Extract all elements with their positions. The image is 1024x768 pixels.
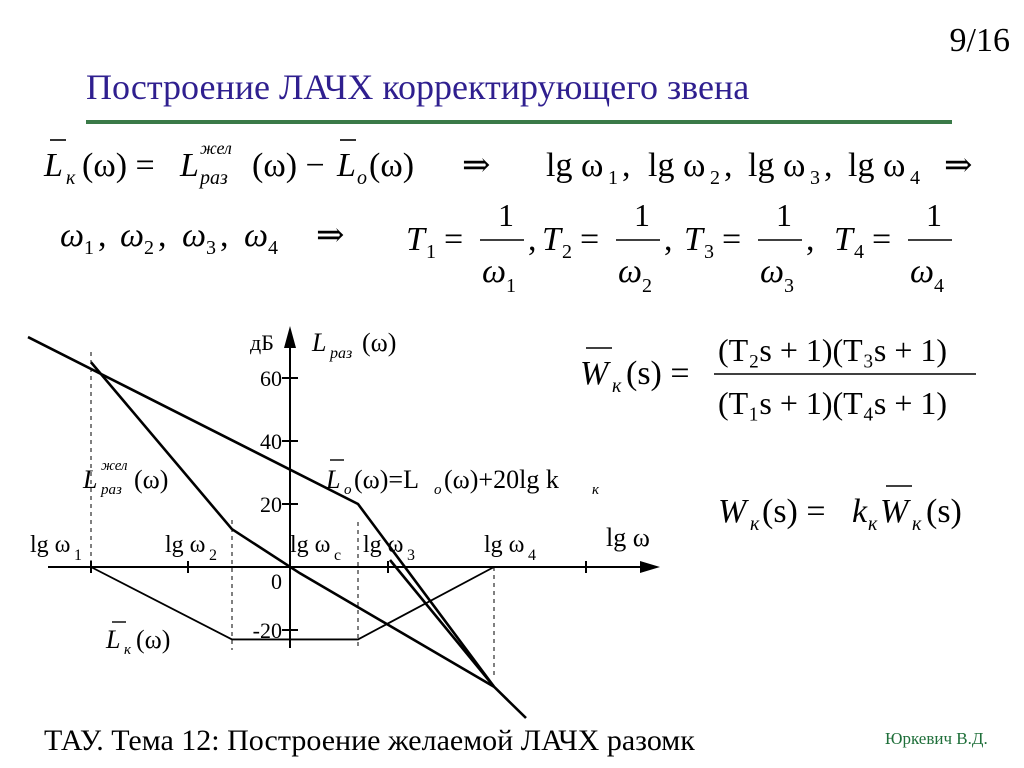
tc-4-symbol: T xyxy=(834,221,853,258)
label-corrector-symbol: L xyxy=(106,625,121,654)
eq-lk-sub: к xyxy=(66,167,76,189)
label-plant-tail: (ω)+20lg k xyxy=(444,465,559,494)
label-plant xyxy=(325,460,600,498)
tc-4-sub: 4 xyxy=(854,241,864,263)
x-tick-sub-1: 1 xyxy=(74,547,82,564)
y-tick-label-20: 20 xyxy=(260,492,282,517)
x-tick-sub-2: 2 xyxy=(209,547,217,564)
eq-lk-arg: (ω) = xyxy=(82,147,155,184)
author-name: Юркевич В.Д. xyxy=(885,729,988,748)
y-function-arg: (ω) xyxy=(362,328,397,357)
x-axis-label: lg ω xyxy=(606,523,650,552)
wk-bar-equation xyxy=(580,332,976,421)
tc-1-numerator: 1 xyxy=(498,197,514,233)
x-tick-label-c: lg ω xyxy=(290,532,331,558)
lg-omega-2-sep: , xyxy=(724,147,733,184)
tc-2-equals: = xyxy=(580,221,600,258)
eq-lk-symbol: L xyxy=(44,147,63,184)
x-tick-sub-4: 4 xyxy=(528,547,536,564)
tc-1-denominator-sub: 1 xyxy=(506,275,516,297)
wk-bar-arg: (s) = xyxy=(626,355,690,392)
tc-4-denominator-sub: 4 xyxy=(934,275,944,297)
omega-3-symbol: ω xyxy=(182,217,207,254)
wk-sub: к xyxy=(750,513,760,535)
page-number: 9/16 xyxy=(949,22,1010,59)
tc-1-denominator: ω xyxy=(482,253,507,290)
lg-omega-3-sub: 3 xyxy=(810,167,820,189)
label-corrector-arg: (ω) xyxy=(136,625,171,654)
omega-2-symbol: ω xyxy=(120,217,145,254)
y-tick-label--20: -20 xyxy=(252,618,282,643)
y-function-sub: раз xyxy=(330,345,353,362)
label-desired xyxy=(82,458,168,498)
bode-chart xyxy=(28,326,660,718)
lg-omega-2-sub: 2 xyxy=(710,167,720,189)
tc-2-denominator-sub: 2 xyxy=(642,275,652,297)
wk-symbol: W xyxy=(718,493,747,530)
omega-1-sep: , xyxy=(98,217,107,254)
omega-3-sub: 3 xyxy=(206,237,216,259)
label-desired-sub: раз xyxy=(101,482,122,498)
x-tick-label-2: lg ω xyxy=(165,532,206,558)
eq-ldes-symbol: L xyxy=(180,147,199,184)
tc-2-denominator: ω xyxy=(618,253,643,290)
lg-omega-4-label: lg ω xyxy=(848,147,906,184)
eq-lo-arg: (ω) xyxy=(369,147,415,184)
plant-lafc-tail xyxy=(494,687,526,718)
tc-4-denominator: ω xyxy=(910,253,935,290)
label-plant-symbol: L xyxy=(326,465,341,494)
x-tick-sub-3: 3 xyxy=(407,547,415,564)
wk-arg: (s) = xyxy=(762,493,826,530)
tc-4-numerator: 1 xyxy=(926,197,942,233)
tc-3-symbol: T xyxy=(684,221,703,258)
lg-omega-3-sep: , xyxy=(824,147,833,184)
time-constants xyxy=(406,197,952,297)
label-plant-sub: o xyxy=(344,482,352,498)
lg-omega-1-sep: , xyxy=(622,147,631,184)
omega-3-sep: , xyxy=(220,217,229,254)
desired-lafc-hf-segment xyxy=(390,560,494,687)
tc-1-symbol: T xyxy=(406,221,425,258)
omega-1-sub: 1 xyxy=(84,237,94,259)
omega-4-symbol: ω xyxy=(244,217,269,254)
slide-title: Построение ЛАЧХ корректирующего звена xyxy=(86,67,750,107)
x-axis-arrow xyxy=(640,561,660,573)
wk-gain: k xyxy=(852,493,868,530)
x-tick-label-1: lg ω xyxy=(30,532,71,558)
tc-3-numerator: 1 xyxy=(776,197,792,233)
label-plant-mid: (ω)=L xyxy=(354,465,419,494)
lg-omega-list xyxy=(546,147,920,189)
wk-w-arg: (s) xyxy=(926,493,962,530)
x-tick-label-4: lg ω xyxy=(484,532,525,558)
tc-1-sub: 1 xyxy=(426,241,436,263)
equation-lk xyxy=(43,138,491,189)
implies-arrow-3: ⇒ xyxy=(316,217,345,254)
implies-arrow-2: ⇒ xyxy=(944,147,973,184)
wk-bar-denominator: (T₁s + 1)(T₄s + 1) xyxy=(718,385,948,421)
eq-ldes-sub: раз xyxy=(200,167,228,189)
label-corrector-sub: к xyxy=(124,642,132,658)
lg-omega-2-label: lg ω xyxy=(648,147,706,184)
label-desired-arg: (ω) xyxy=(134,465,169,494)
wk-gain-sub: к xyxy=(868,513,878,535)
label-corrector xyxy=(105,622,170,658)
tc-1-sep: , xyxy=(528,221,537,258)
x-tick-label-3: lg ω xyxy=(363,532,404,558)
wk-bar-sub: к xyxy=(612,375,622,397)
implies-arrow-1: ⇒ xyxy=(462,147,491,184)
label-desired-symbol: L xyxy=(83,465,98,494)
y-axis-label: дБ xyxy=(250,330,274,355)
y-tick-label-60: 60 xyxy=(260,366,282,391)
tc-2-symbol: T xyxy=(542,221,561,258)
wk-bar-symbol: W xyxy=(580,355,609,392)
eq-ldes-sup: жел xyxy=(200,138,232,158)
y-axis-arrow xyxy=(284,326,296,348)
footer-caption: ТАУ. Тема 12: Построение желаемой ЛАЧХ разомк xyxy=(44,724,695,757)
tc-3-equals: = xyxy=(722,221,742,258)
tc-4-equals: = xyxy=(872,221,892,258)
tc-2-numerator: 1 xyxy=(634,197,650,233)
wk-bar-numerator: (T₂s + 1)(T₃s + 1) xyxy=(718,332,948,368)
tc-3-sep: , xyxy=(806,221,815,258)
eq-lo-sub: o xyxy=(357,167,367,189)
tc-2-sub: 2 xyxy=(562,241,572,263)
omega-2-sub: 2 xyxy=(144,237,154,259)
y-tick-label-40: 40 xyxy=(260,429,282,454)
lg-omega-1-label: lg ω xyxy=(546,147,604,184)
tc-1-equals: = xyxy=(444,221,464,258)
tc-2-sep: , xyxy=(664,221,673,258)
omega-2-sep: , xyxy=(158,217,167,254)
y-function-symbol: L xyxy=(312,328,327,357)
omega-1-symbol: ω xyxy=(60,217,85,254)
wk-w-symbol: W xyxy=(880,493,909,530)
lg-omega-4-sub: 4 xyxy=(910,167,920,189)
omega-4-sub: 4 xyxy=(268,237,278,259)
lg-omega-3-label: lg ω xyxy=(748,147,806,184)
x-tick-sub-c: c xyxy=(334,547,342,564)
label-plant-k-sub: к xyxy=(592,482,600,498)
wk-equation xyxy=(718,486,962,535)
tc-3-denominator: ω xyxy=(760,253,785,290)
label-plant-mid-sub: o xyxy=(434,482,442,498)
tc-3-sub: 3 xyxy=(704,241,714,263)
tc-3-denominator-sub: 3 xyxy=(784,275,794,297)
omega-list xyxy=(60,217,278,259)
y-tick-label-0: 0 xyxy=(271,569,282,594)
wk-w-sub: к xyxy=(912,513,922,535)
eq-ldes-arg: (ω) − xyxy=(252,147,325,184)
eq-lo-symbol: L xyxy=(337,147,356,184)
lg-omega-1-sub: 1 xyxy=(608,167,618,189)
label-desired-sup: жел xyxy=(101,458,128,474)
